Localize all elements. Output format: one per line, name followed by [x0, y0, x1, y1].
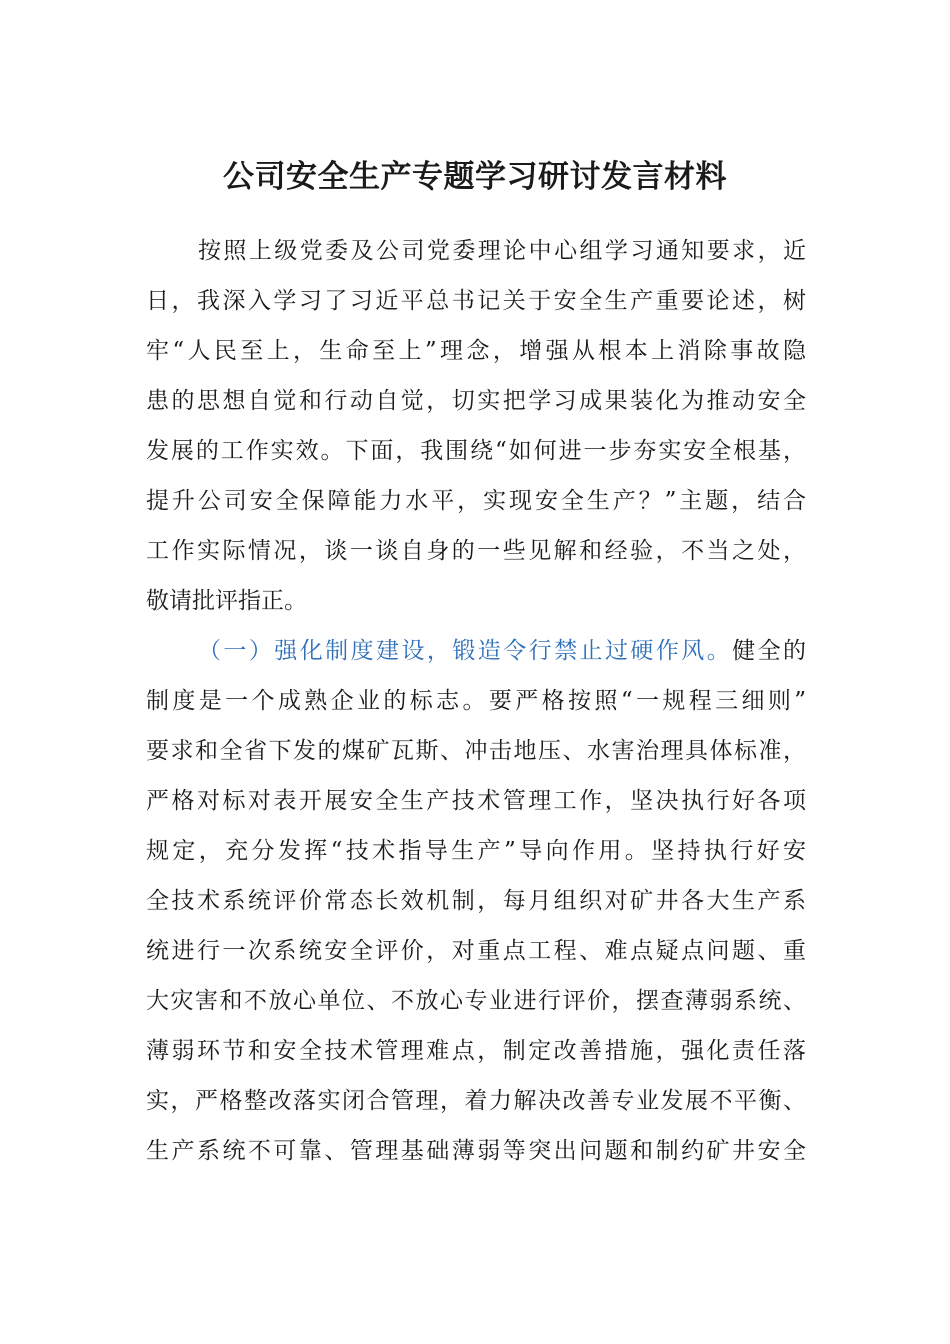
paragraph-line: 敬请批评指正。 — [146, 588, 307, 614]
paragraph-line: 规定，充分发挥“技术指导生产”导向作用。坚持执行好安 — [146, 838, 806, 864]
paragraph-line: 统进行一次系统安全评价，对重点工程、难点疑点问题、重 — [146, 938, 806, 964]
paragraph-line: 提升公司安全保障能力水平，实现安全生产？”主题，结合 — [146, 488, 806, 514]
paragraph-line: 日，我深入学习了习近平总书记关于安全生产重要论述，树 — [146, 288, 806, 314]
paragraph-line: 工作实际情况，谈一谈自身的一些见解和经验，不当之处， — [146, 538, 806, 564]
paragraph-line: 要求和全省下发的煤矿瓦斯、冲击地压、水害治理具体标准， — [146, 738, 806, 764]
paragraph-line: 生产系统不可靠、管理基础薄弱等突出问题和制约矿井安全 — [146, 1138, 806, 1164]
paragraph-line: 按照上级党委及公司党委理论中心组学习通知要求，近 — [198, 238, 806, 264]
paragraph-line: 患的思想自觉和行动自觉，切实把学习成果装化为推动安全 — [146, 388, 806, 414]
section-heading: （一）强化制度建设，锻造令行禁止过硬作风。 — [198, 638, 733, 664]
paragraph-line: 发展的工作实效。下面，我围绕“如何进一步夯实安全根基， — [146, 438, 806, 464]
paragraph-line: 大灾害和不放心单位、不放心专业进行评价，摆查薄弱系统、 — [146, 988, 806, 1014]
paragraph-line: 制度是一个成熟企业的标志。要严格按照“一规程三细则” — [146, 688, 806, 714]
paragraph-line: 薄弱环节和安全技术管理难点，制定改善措施，强化责任落 — [146, 1038, 806, 1064]
paragraph-line: 全技术系统评价常态长效机制，每月组织对矿井各大生产系 — [146, 888, 806, 914]
document-title: 公司安全生产专题学习研讨发言材料 — [223, 159, 727, 195]
paragraph-line: 严格对标对表开展安全生产技术管理工作，坚决执行好各项 — [146, 788, 806, 814]
section-heading-line — [198, 626, 806, 676]
paragraph-line: 牢“人民至上，生命至上”理念，增强从根本上消除事故隐 — [146, 338, 806, 364]
paragraph-line: 实，严格整改落实闭合管理，着力解决改善专业发展不平衡、 — [146, 1088, 806, 1114]
section-heading-rest: 健全的 — [732, 638, 806, 664]
